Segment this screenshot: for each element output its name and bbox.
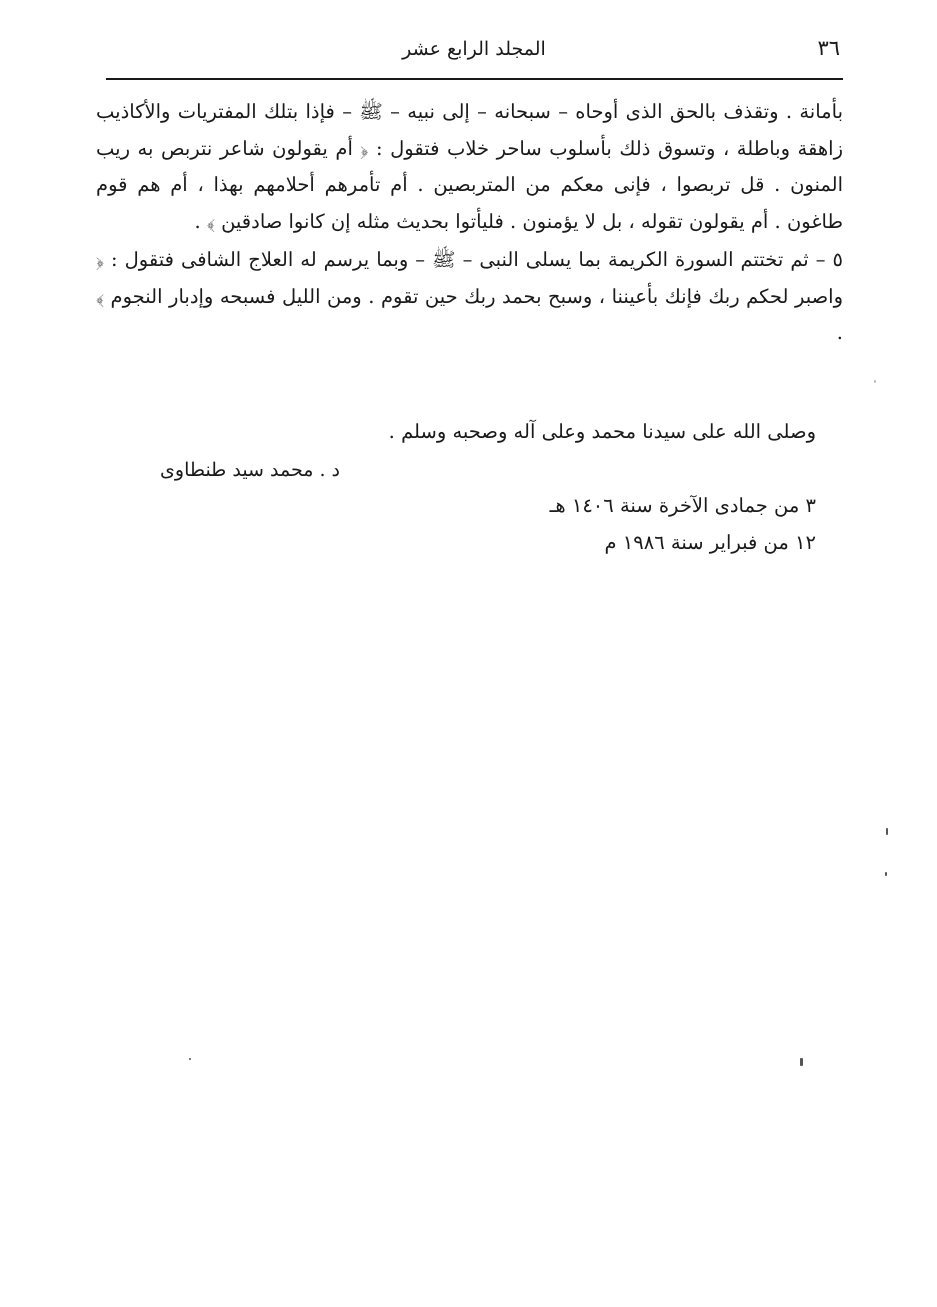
header-rule: [106, 78, 843, 80]
body-text: [96, 94, 843, 352]
scan-speck: [800, 1058, 803, 1066]
scan-speck: [189, 1058, 191, 1060]
closing-prayer: وصلى الله على سيدنا محمد وعلى آله وصحبه وسلم .: [388, 420, 816, 443]
paragraph: بأمانة . وتقذف بالحق الذى أوحاه – سبحانه – إلى نبيه – ﷺ – فإذا بتلك المفتريات والأكاذيب زاهقة وباطلة ، وتسوق ذلك بأسلوب ساحر خلاب فتقول : ﴿ أم يقولون شاعر نتربص به ريب المنون . قل تربصوا ، فإنى معكم من المتربصين . أم تأمرهم أحلامهم بهذا ، أم هم قوم طاغون . أم يقولون تقوله ، بل لا يؤمنون . فليأتوا بحديث مثله إن كانوا صادقين ﴾ .: [96, 100, 843, 233]
scan-speck: [886, 828, 888, 835]
gregorian-date: ١٢ من فبراير سنة ١٩٨٦ م: [604, 531, 816, 554]
scan-speck: [874, 380, 876, 383]
author-signature: د . محمد سيد طنطاوى: [160, 459, 340, 481]
scan-speck: [885, 872, 887, 876]
paragraph: ٥ – ثم تختتم السورة الكريمة بما يسلى النبى – ﷺ – وبما يرسم له العلاج الشافى فتقول : ﴿ واصبر لحكم ربك فإنك بأعيننا ، وسبح بحمد ربك حين تقوم . ومن الليل فسبحه وإدبار النجوم ﴾ .: [96, 248, 843, 344]
running-title: المجلد الرابع عشر: [402, 38, 546, 60]
hijri-date: ٣ من جمادى الآخرة سنة ١٤٠٦ هـ: [549, 494, 816, 517]
page-number: ٣٦: [817, 36, 840, 60]
page-header: [106, 30, 842, 76]
date-block: [420, 487, 816, 561]
